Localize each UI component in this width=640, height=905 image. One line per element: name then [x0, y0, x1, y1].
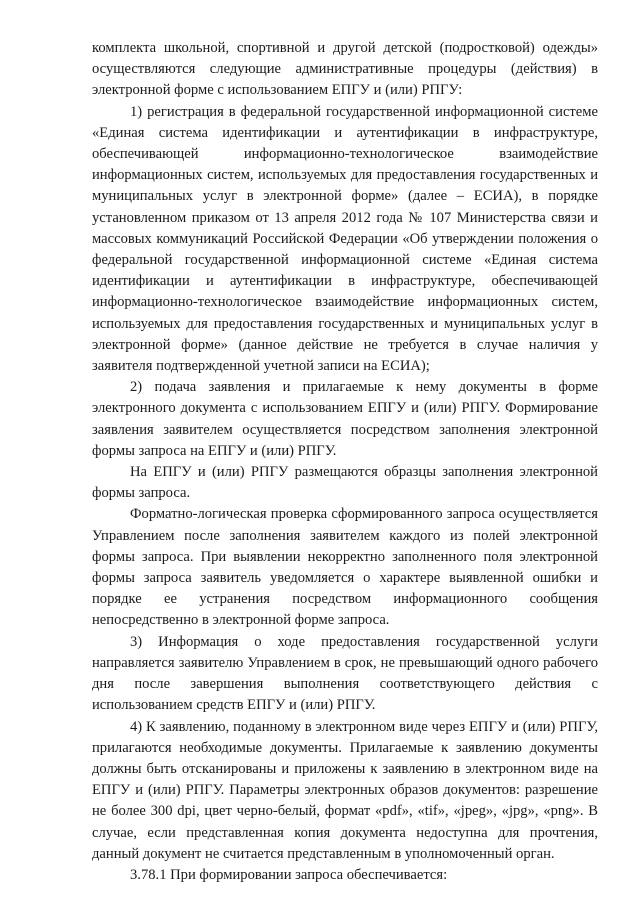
paragraph-sample-forms: На ЕПГУ и (или) РПГУ размещаются образцы заполнения электронной формы запроса. [92, 464, 598, 502]
paragraph-item-1-esia-registration: 1) регистрация в федеральной государственной информационной системе «Единая система идентификации и аутентификации в инфраструктуре, обеспечивающей информационно-технологическое взаимодействие информационных систем, используемых для предоставления государственных и муниципальных услуг в электронной форме» (далее – ЕСИА), в порядке установленном приказом от 13 апреля 2012 года № 107 Министерства связи и массовых коммуникаций Российской Федерации «Об утверждении положения о федеральной государственной информационной системе «Единая система идентификации и аутентификации в инфраструктуре, обеспечивающей информационно-технологическое взаимодействие информационных систем, используемых для предоставления государственных и муниципальных услуг в электронной форме» (данное действие не требуется в случае наличия у заявителя подтвержденной учетной записи на ЕСИА); [92, 103, 598, 375]
paragraph-continuation: комплекта школьной, спортивной и другой детской (подростковой) одежды» осуществляются следующие административные процедуры (действия) в электронной форме с использованием ЕПГУ и (или) РПГУ: [92, 40, 598, 99]
paragraph-section-3-78-1: 3.78.1 При формировании запроса обеспечивается: [130, 866, 448, 883]
paragraph-format-check: Форматно-логическая проверка сформированного запроса осуществляется Управлением после заполнения заявителем каждого из полей электронной формы запроса. При выявлении некорректно заполненного поля электронной формы запроса заявитель уведомляется о характере выявленной ошибки и порядке ее устранения посредством информационного сообщения непосредственно в электронной форме запроса. [92, 506, 598, 629]
paragraph-item-4-attachments: 4) К заявлению, поданному в электронном виде через ЕПГУ и (или) РПГУ, прилагаются необходимые документы. Прилагаемые к заявлению документы должны быть отсканированы и приложены к заявлению в электронном виде на ЕПГУ и (или) РПГУ. Параметры электронных образов документов: разрешение не более 300 dpi, цвет черно-белый, формат «pdf», «tif», «jpeg», «jpg», «png». В случае, если представленная копия документа недоступна для прочтения, данный документ не считается представленным в уполномоченный орган. [92, 718, 598, 862]
paragraph-item-2-application-submission: 2) подача заявления и прилагаемые к нему документы в форме электронного документа с использованием ЕПГУ и (или) РПГУ. Формирование заявления заявителем осуществляется посредством заполнения электронной формы запроса на ЕПГУ и (или) РПГУ. [92, 379, 598, 459]
paragraph-item-3-status-info: 3) Информация о ходе предоставления государственной услуги направляется заявителю Управлением в срок, не превышающий одного рабочего дня после завершения выполнения соответствующего действия с использованием средств ЕПГУ и (или) РПГУ. [92, 633, 598, 714]
document-body [92, 38, 598, 886]
